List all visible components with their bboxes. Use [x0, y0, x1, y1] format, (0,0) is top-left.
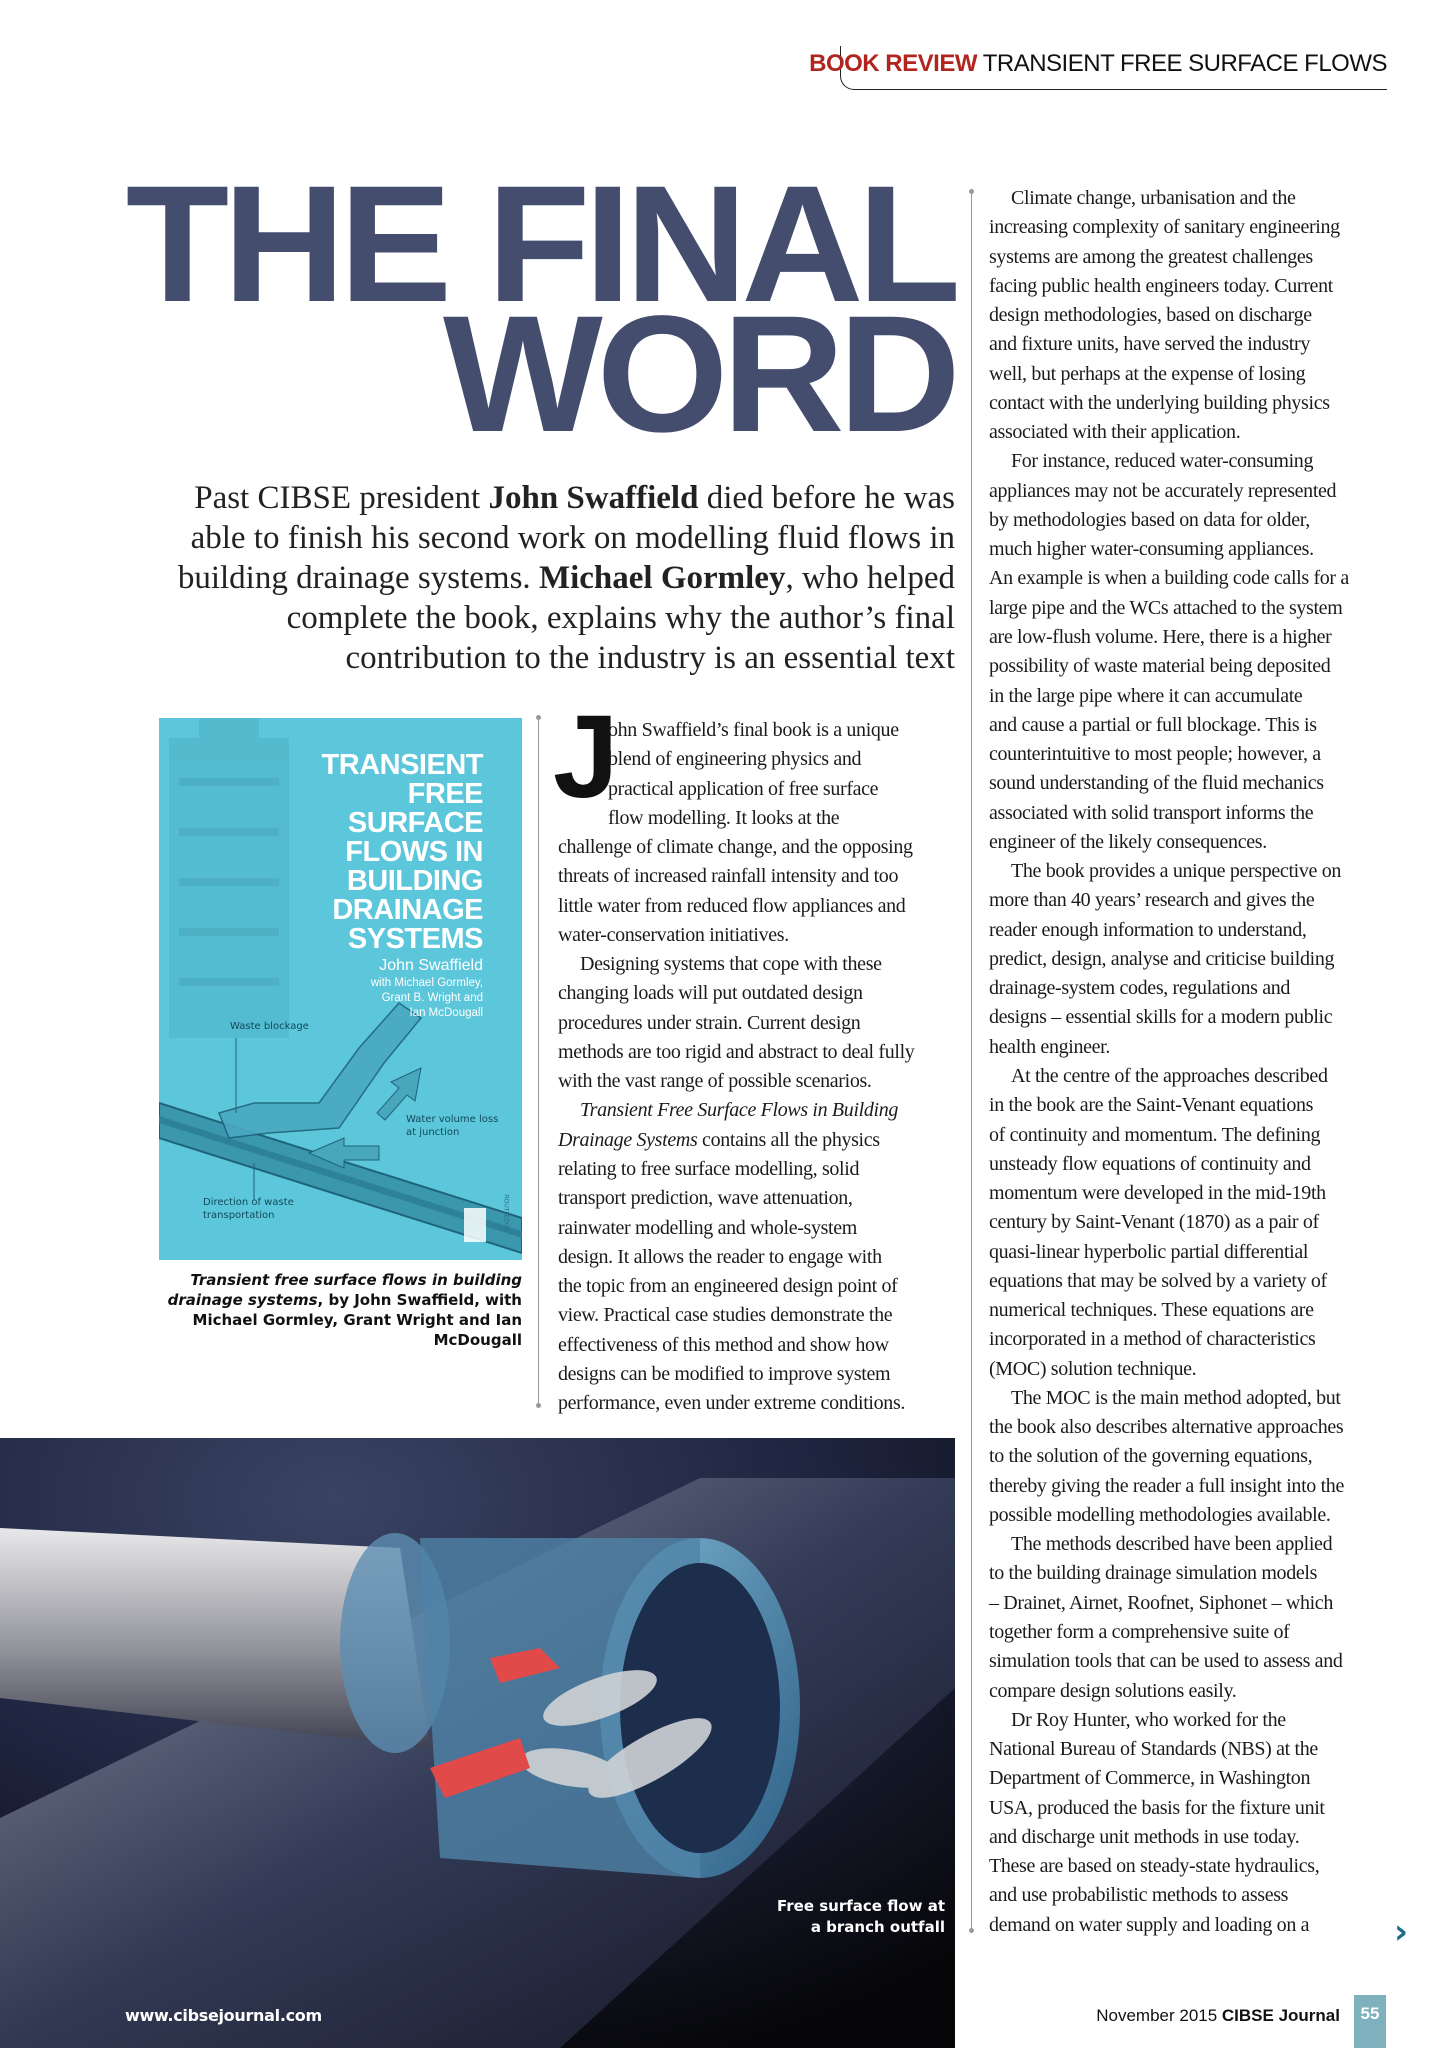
body-text-line: effectiveness of this method and show how	[558, 1333, 889, 1356]
body-text-line: threats of increased rainfall intensity and too	[558, 865, 899, 888]
body-text-line: well, but perhaps at the expense of losing	[989, 362, 1306, 385]
middle-column	[558, 716, 958, 1418]
cover-label-line: transportation	[203, 1210, 275, 1221]
body-text-line: view. Practical case studies demonstrate the	[558, 1304, 893, 1327]
headline-line-2: WORD	[443, 282, 955, 467]
cover-title	[159, 751, 483, 954]
body-text-line: and use probabilistic methods to assess	[989, 1884, 1289, 1907]
body-text-line: and discharge unit methods in use today.	[989, 1825, 1300, 1848]
body-text-line: – Drainet, Airnet, Roofnet, Siphonet – which	[989, 1591, 1333, 1614]
body-text-line: sound understanding of the fluid mechanics	[989, 772, 1324, 795]
body-text-line: are low-flush volume. Here, there is a higher	[989, 625, 1332, 648]
body-text-line: and fixture units, have served the industry	[989, 333, 1310, 356]
body-text-line: the topic from an engineered design point of	[558, 1275, 898, 1298]
body-text-line: engineer of the likely consequences.	[989, 830, 1267, 853]
body-text-line: An example is when a building code calls for a	[989, 567, 1349, 590]
standfirst-name: Michael Gormley	[538, 560, 786, 596]
cover-label-line: at junction	[406, 1127, 460, 1138]
running-header	[809, 46, 1387, 90]
section-label: BOOK REVIEW	[809, 50, 977, 77]
cover-title-line: SYSTEMS	[347, 923, 483, 955]
body-text-line: At the centre of the approaches described	[1011, 1064, 1328, 1087]
standfirst	[135, 478, 955, 678]
photo-caption-line: a branch outfall	[810, 1918, 945, 1936]
photo-caption-line: Free surface flow at	[777, 1897, 945, 1915]
body-text-line: Department of Commerce, in Washington	[989, 1767, 1311, 1790]
cover-label-line: Direction of waste	[203, 1197, 294, 1208]
body-text-line: The methods described have been applied	[1011, 1533, 1333, 1556]
body-text-line: and cause a partial or full blockage. This is	[989, 713, 1317, 736]
cover-label-direction	[203, 1196, 294, 1222]
body-text-line: equations that may be solved by a variety of	[989, 1269, 1327, 1292]
chevron-right-icon[interactable]: ›	[1394, 1912, 1409, 1952]
body-text-line: century by Saint-Venant (1870) as a pair of	[989, 1211, 1319, 1234]
body-text-line: appliances may not be accurately represented	[989, 479, 1337, 502]
body-text-line: predict, design, analyse and criticise building	[989, 947, 1335, 970]
body-text-line: incorporated in a method of characteristics	[989, 1328, 1316, 1351]
body-text-line: compare design solutions easily.	[989, 1679, 1237, 1702]
body-text-line: large pipe and the WCs attached to the system	[989, 596, 1343, 619]
book-title-italic: Drainage Systems	[558, 1128, 698, 1151]
body-text-line: designs can be modified to improve system	[558, 1362, 891, 1385]
issue-date: November 2015	[1096, 2006, 1222, 2025]
body-text-line: Designing systems that cope with these	[580, 953, 882, 976]
page-number: 55	[1354, 1995, 1386, 2048]
body-text-line: thereby giving the reader a full insight into the	[989, 1474, 1344, 1497]
body-text-line: USA, produced the basis for the fixture unit	[989, 1796, 1325, 1819]
body-text-line: design methodologies, based on discharge	[989, 304, 1312, 327]
body-text-line: numerical techniques. These equations are	[989, 1299, 1314, 1322]
cover-label-loss	[406, 1113, 498, 1139]
body-text-line: in the large pipe where it can accumulate	[989, 684, 1303, 707]
body-text-line: water-conservation initiatives.	[558, 923, 789, 946]
body-text-line: with the vast range of possible scenarios.	[558, 1070, 872, 1093]
footer-issue	[1096, 2006, 1340, 2026]
body-text-line: These are based on steady-state hydraulics,	[989, 1855, 1320, 1878]
body-text-line: procedures under strain. Current design	[558, 1011, 861, 1034]
body-text-line: to the solution of the governing equations,	[989, 1445, 1313, 1468]
body-text-line: quasi-linear hyperbolic partial differential	[989, 1240, 1309, 1263]
right-column	[989, 184, 1389, 1940]
body-text-line: simulation tools that can be used to assess and	[989, 1650, 1343, 1673]
body-text-line: drainage-system codes, regulations and	[989, 977, 1291, 1000]
photo-caption	[777, 1896, 945, 1938]
body-text-line: associated with solid transport informs the	[989, 801, 1314, 824]
cover-author: John Swaffield	[379, 957, 483, 974]
caption-book-title: Transient free surface flows in building drainage systems	[167, 1271, 522, 1309]
standfirst-text: died before he was able to finish his second work on modelling fluid flows in building drainage systems.	[177, 480, 955, 596]
body-text-line: relating to free surface modelling, solid	[558, 1157, 860, 1180]
body-text-line: flow modelling. It looks at the	[608, 806, 840, 829]
cover-coauthors	[159, 976, 483, 1021]
journal-name: CIBSE Journal	[1221, 2006, 1340, 2025]
body-text-line: ohn Swaffield’s final book is a unique	[608, 719, 899, 741]
body-text-line: performance, even under extreme conditions.	[558, 1392, 906, 1415]
body-text-line: by methodologies based on data for older,	[989, 508, 1310, 531]
body-text-line: transport prediction, wave attenuation,	[558, 1187, 853, 1210]
cover-caption	[159, 1270, 522, 1350]
body-text-line: design. It allows the reader to engage with	[558, 1245, 882, 1268]
body-text-line: associated with their application.	[989, 421, 1241, 444]
body-text-line: Drainage Systems contains all the physics	[558, 1128, 880, 1151]
body-text-line: The book provides a unique perspective on	[1011, 860, 1341, 883]
body-text-line: National Bureau of Standards (NBS) at the	[989, 1738, 1318, 1761]
body-text-line: possible modelling methodologies available.	[989, 1503, 1331, 1526]
body-text-line: reader enough information to understand,	[989, 918, 1307, 941]
headline-line-1: THE FINAL	[125, 152, 955, 337]
body-text-line: The MOC is the main method adopted, but	[1011, 1386, 1341, 1409]
cover-coauthor-line: Grant B. Wright and	[381, 992, 483, 1004]
body-text-line: momentum were developed in the mid-19th	[989, 1182, 1326, 1205]
cover-label-blockage: Waste blockage	[230, 1021, 309, 1032]
body-text-line: of continuity and momentum. The defining	[989, 1123, 1321, 1146]
body-text-line: counterintuitive to most people; however, a	[989, 743, 1321, 766]
body-text-line: rainwater modelling and whole-system	[558, 1216, 857, 1239]
body-text-line: the book also describes alternative approaches	[989, 1416, 1344, 1439]
cover-title-line: TRANSIENT	[321, 749, 483, 781]
website-link[interactable]: www.cibsejournal.com	[125, 2006, 322, 2025]
topic-label: TRANSIENT FREE SURFACE FLOWS	[982, 50, 1387, 77]
body-text-line: blend of engineering physics and	[608, 748, 862, 771]
cover-title-line: DRAINAGE	[332, 894, 483, 926]
body-text-line: Dr Roy Hunter, who worked for the	[1011, 1708, 1286, 1731]
body-text-line: Climate change, urbanisation and the	[1011, 187, 1296, 209]
column-rule	[538, 718, 539, 1405]
body-text-line: challenge of climate change, and the opposing	[558, 836, 913, 859]
body-text-line: systems are among the greatest challenges	[989, 245, 1313, 268]
body-text-line: together form a comprehensive suite of	[989, 1621, 1290, 1644]
standfirst-text: Past CIBSE president	[194, 480, 489, 516]
body-text-line: much higher water-consuming appliances.	[989, 538, 1314, 561]
cover-coauthor-line: with Michael Gormley,	[370, 977, 483, 989]
body-text-line: changing loads will put outdated design	[558, 982, 863, 1005]
body-text-line: health engineer.	[989, 1035, 1111, 1058]
body-text-line: methods are too rigid and abstract to deal fully	[558, 1040, 915, 1063]
pipe-render-photo	[0, 1438, 955, 2048]
body-text-line: in the book are the Saint-Venant equations	[989, 1094, 1314, 1117]
cover-title-line: FREE	[407, 778, 483, 810]
column-rule	[971, 192, 972, 1930]
cover-title-line: BUILDING	[346, 865, 483, 897]
body-text-line: increasing complexity of sanitary engineering	[989, 216, 1340, 239]
body-text-line: demand on water supply and loading on a	[989, 1913, 1310, 1936]
body-text-line: to the building drainage simulation models	[989, 1562, 1318, 1585]
cover-title-line: FLOWS IN	[345, 836, 483, 868]
cover-label-line: Water volume loss	[406, 1114, 499, 1125]
body-text-line: designs – essential skills for a modern public	[989, 1006, 1333, 1029]
book-title-italic: Transient Free Surface Flows in Building	[580, 1099, 899, 1122]
body-text-line: unsteady flow equations of continuity and	[989, 1152, 1311, 1175]
body-text-line: more than 40 years’ research and gives the	[989, 889, 1315, 912]
body-text-line: facing public health engineers today. Current	[989, 274, 1333, 297]
body-text-line: (MOC) solution technique.	[989, 1357, 1197, 1380]
body-text-line: contact with the underlying building physics	[989, 391, 1330, 414]
drop-cap: J	[553, 691, 619, 823]
body-text-line: little water from reduced flow appliances and	[558, 894, 906, 917]
cover-coauthor-line: Ian McDougall	[409, 1007, 483, 1019]
body-text-line: possibility of waste material being deposited	[989, 655, 1331, 678]
body-text-line	[558, 1096, 958, 1125]
publisher-logo: ROUTLEDGE	[502, 1194, 509, 1232]
cover-title-line: SURFACE	[347, 807, 483, 839]
standfirst-text: , who helped complete the book, explains why the author’s final contribution to the industry is an essential text	[286, 560, 955, 676]
standfirst-name: John Swaffield	[488, 480, 699, 516]
caption-text: , by John Swaffield, with Michael Gormley, Grant Wright and Ian McDougall	[192, 1291, 522, 1349]
body-text-line: For instance, reduced water-consuming	[1011, 450, 1314, 473]
body-text-line: practical application of free surface	[608, 777, 879, 800]
